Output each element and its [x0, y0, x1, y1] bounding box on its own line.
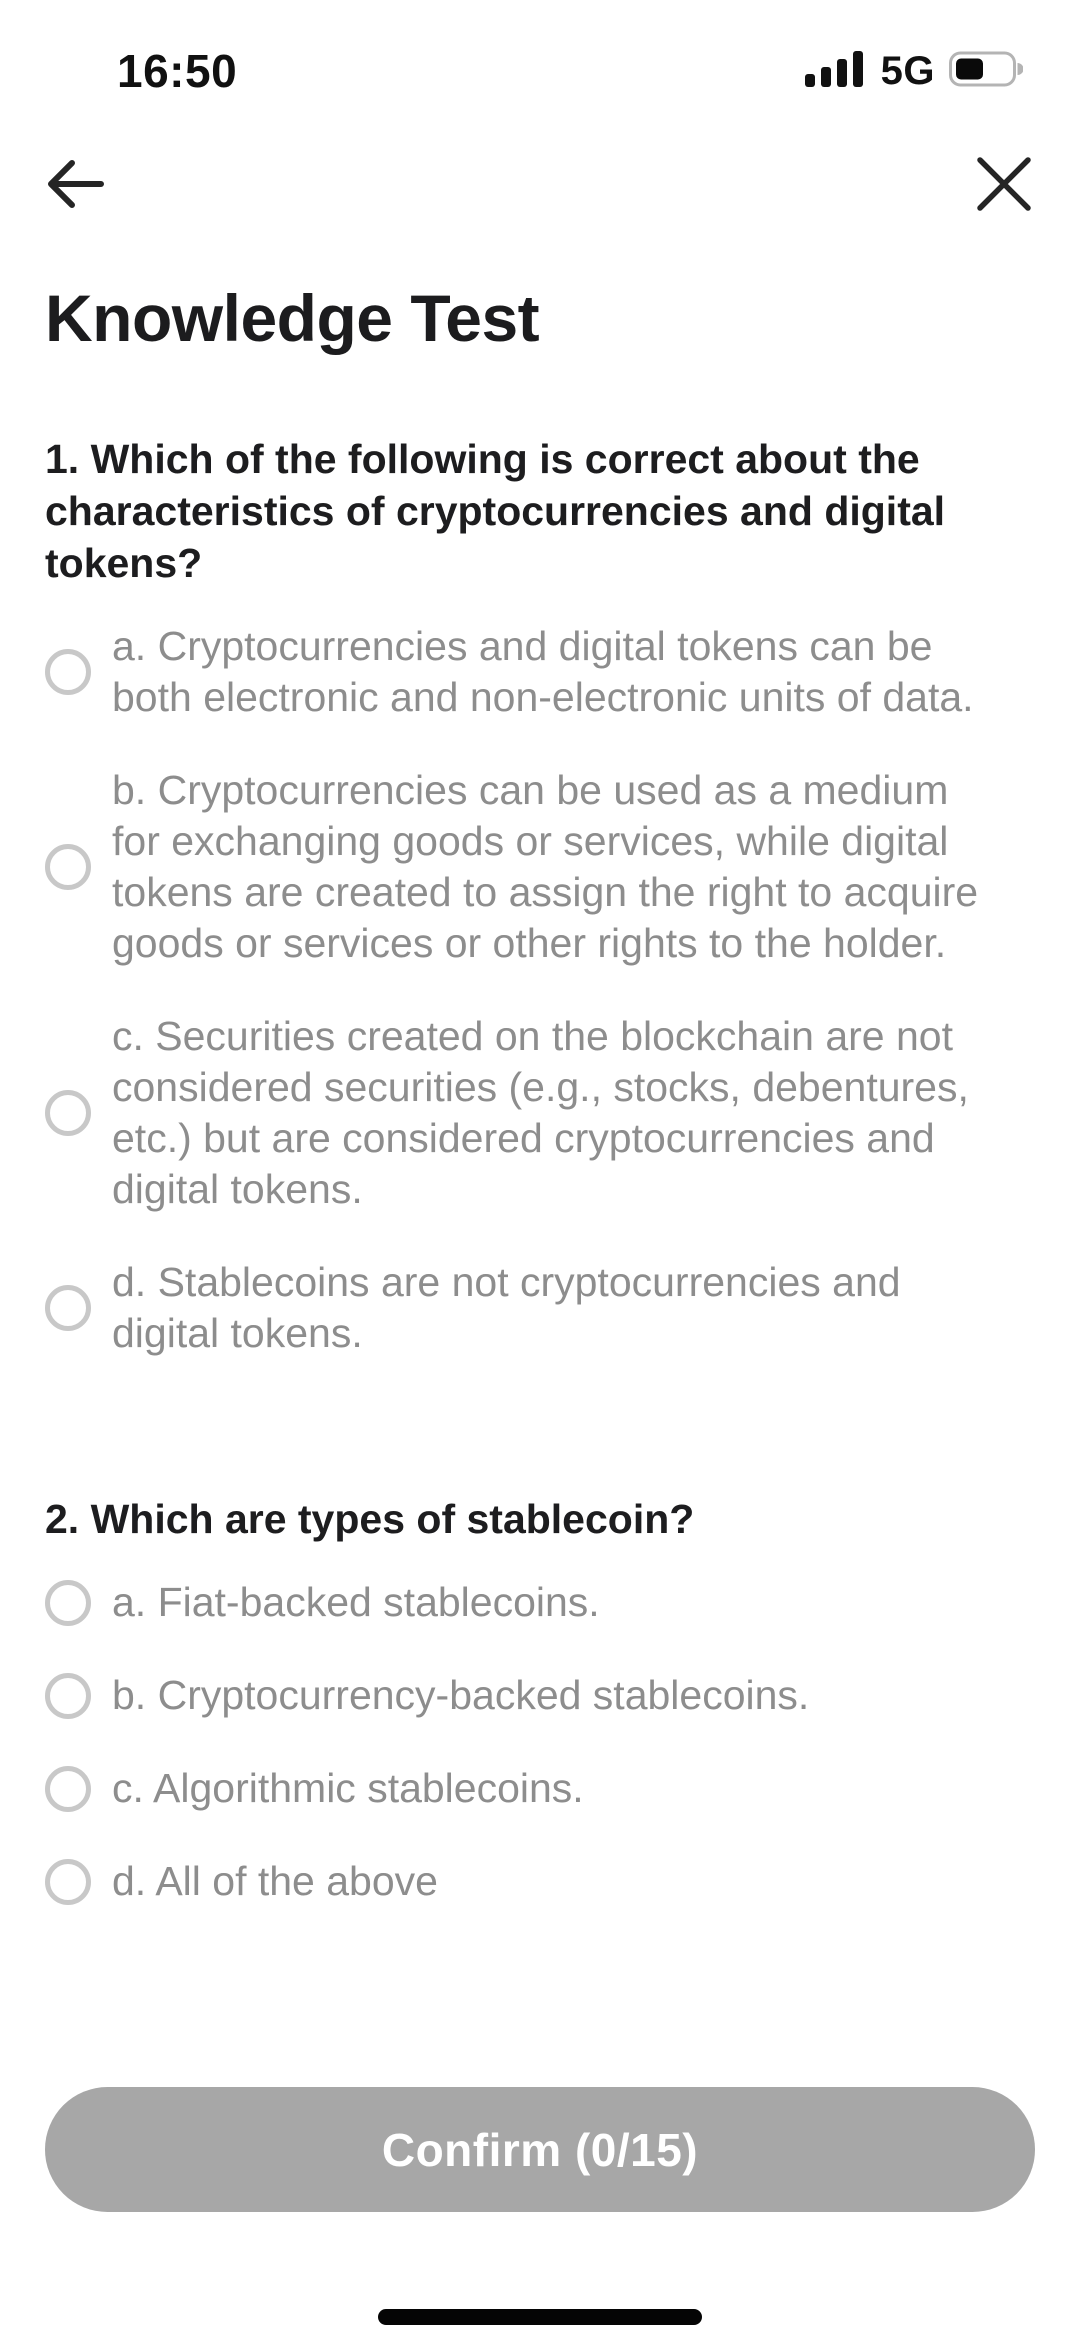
question-block — [45, 359, 1035, 1359]
close-button[interactable] — [973, 153, 1035, 218]
options-list — [45, 1577, 1035, 1907]
radio-button-icon[interactable] — [45, 1580, 91, 1626]
answer-option[interactable] — [45, 621, 1035, 723]
answer-option[interactable] — [45, 1763, 1035, 1814]
answer-option[interactable] — [45, 1670, 1035, 1721]
radio-button-icon[interactable] — [45, 1285, 91, 1331]
radio-button-icon[interactable] — [45, 1859, 91, 1905]
radio-button-icon[interactable] — [45, 1673, 91, 1719]
radio-button-icon[interactable] — [45, 649, 91, 695]
back-arrow-icon — [45, 155, 107, 216]
status-bar — [45, 45, 1035, 97]
options-list — [45, 621, 1035, 1359]
answer-option-label: d. All of the above — [112, 1858, 438, 1904]
footer-bar — [0, 2042, 1080, 2337]
status-time: 16:50 — [117, 45, 238, 97]
radio-button-icon[interactable] — [45, 1090, 91, 1136]
signal-strength-icon — [805, 51, 867, 92]
home-indicator[interactable] — [378, 2309, 702, 2325]
question-block — [45, 1401, 1035, 1907]
question-block — [45, 1949, 1035, 2042]
status-icons — [805, 49, 1023, 94]
answer-option[interactable] — [45, 1577, 1035, 1628]
nav-bar — [45, 153, 1035, 217]
network-type-label: 5G — [880, 48, 935, 93]
confirm-button[interactable]: Confirm (0/15) — [45, 2087, 1035, 2212]
answer-option[interactable] — [45, 1257, 1035, 1359]
back-button[interactable] — [45, 155, 107, 216]
answer-option[interactable] — [45, 1856, 1035, 1907]
question-text — [45, 1949, 1035, 2042]
page-title: Knowledge Test — [45, 281, 540, 355]
question-text: 2. Which are types of stablecoin? — [45, 1496, 695, 1542]
answer-option-label: a. Cryptocurrencies and digital tokens can be both electronic and non-electronic units of data. — [112, 623, 974, 720]
answer-option-label: b. Cryptocurrency-backed stablecoins. — [112, 1672, 810, 1718]
answer-option[interactable] — [45, 765, 1035, 969]
questions-list — [45, 359, 1035, 2042]
answer-option-label: b. Cryptocurrencies can be used as a medium for exchanging goods or services, while digital tokens are created to assign the right to acquire goods or services or other rights to the holder. — [112, 767, 979, 966]
radio-button-icon[interactable] — [45, 844, 91, 890]
radio-button-icon[interactable] — [45, 1766, 91, 1812]
answer-option-label: c. Securities created on the blockchain are not considered securities (e.g., stocks, debentures, etc.) but are considered cryptocurrencies and digital tokens. — [112, 1013, 969, 1212]
answer-option-label: a. Fiat-backed stablecoins. — [112, 1579, 600, 1625]
battery-icon — [949, 51, 1023, 92]
question-text: 1. Which of the following is correct about the characteristics of cryptocurrencies and digital tokens? — [45, 436, 946, 586]
answer-option[interactable] — [45, 1011, 1035, 1215]
close-icon — [973, 153, 1035, 218]
answer-option-label: c. Algorithmic stablecoins. — [112, 1765, 584, 1811]
answer-option-label: d. Stablecoins are not cryptocurrencies and digital tokens. — [112, 1259, 901, 1356]
